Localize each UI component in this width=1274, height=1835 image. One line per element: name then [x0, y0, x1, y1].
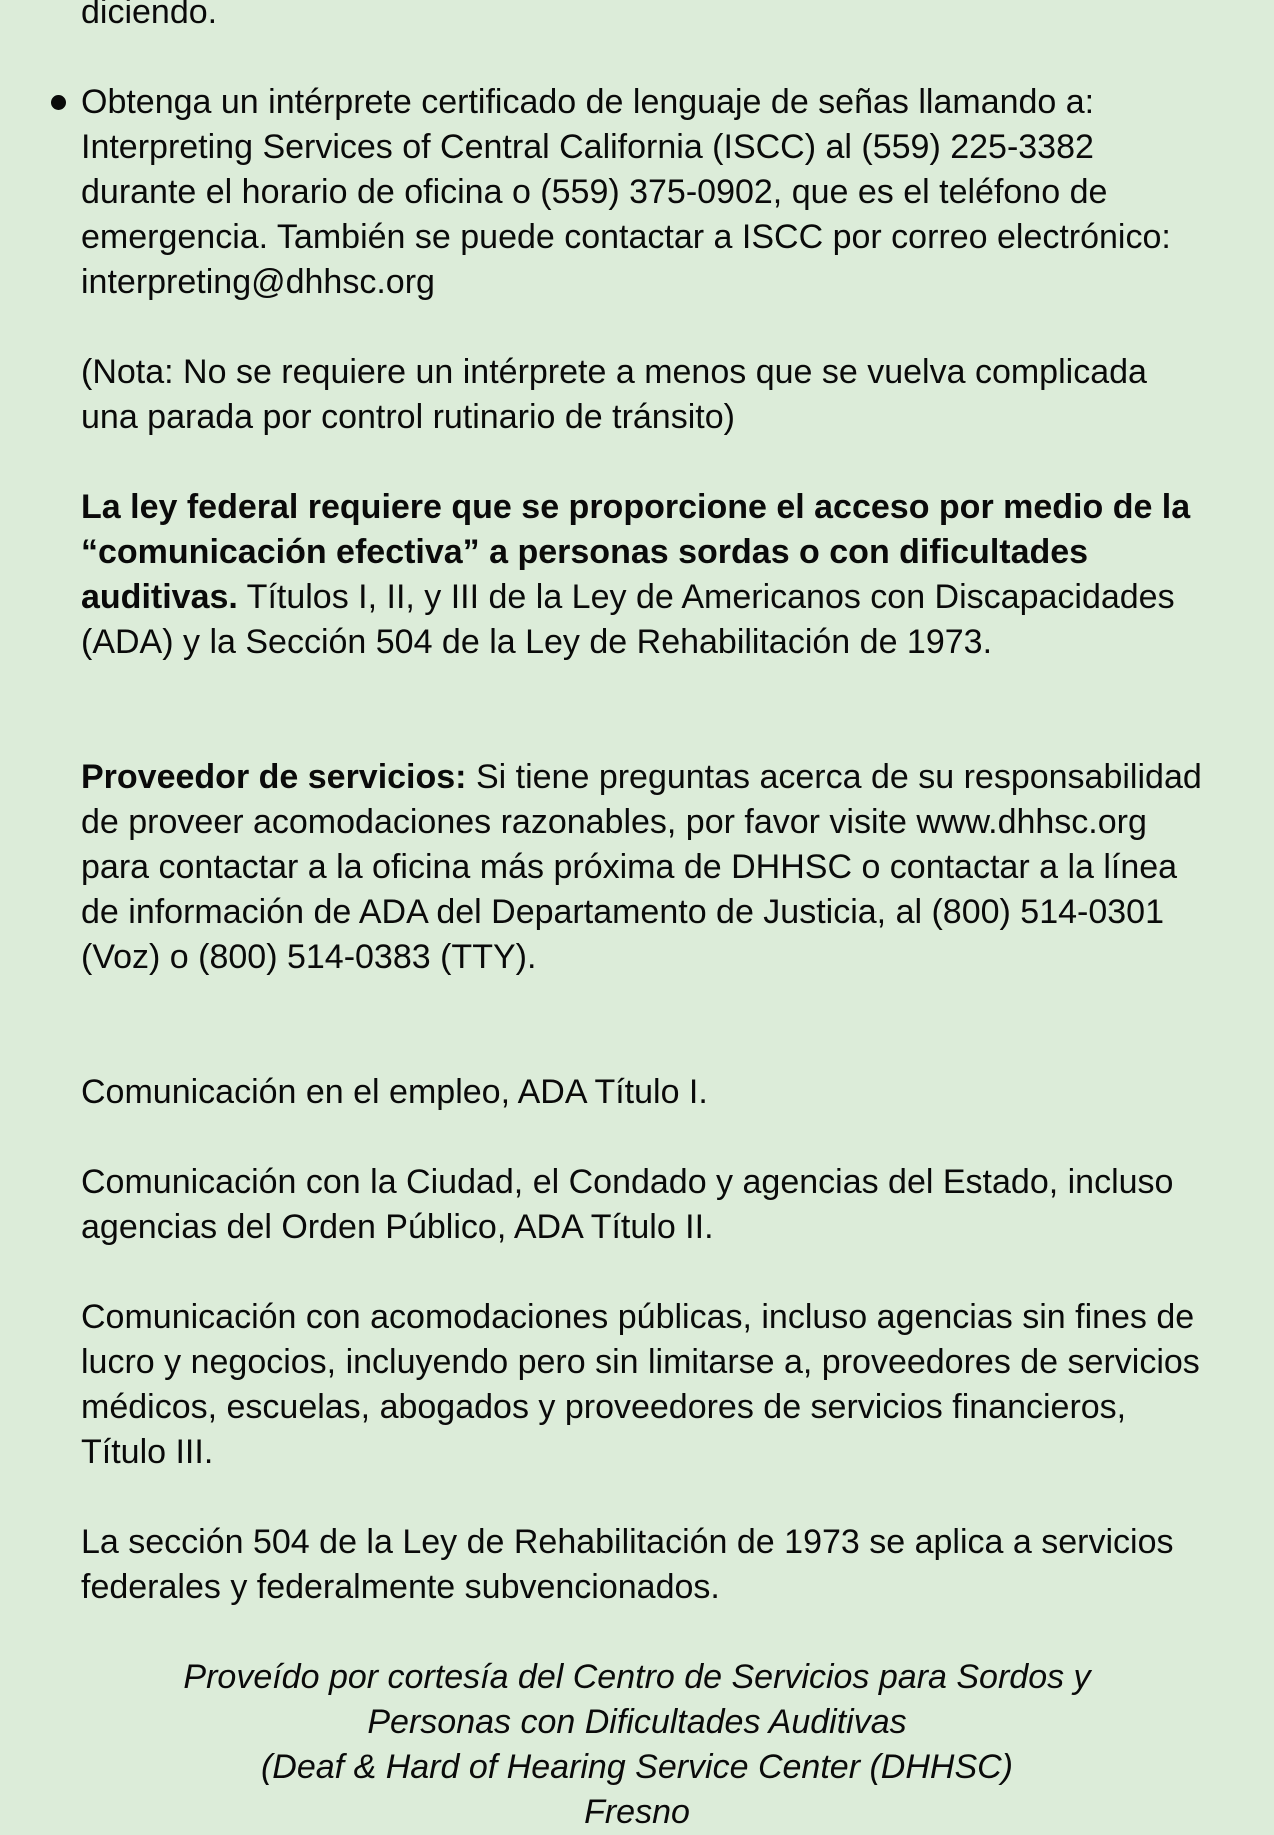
- section-504-paragraph: La sección 504 de la Ley de Rehabilitación de 1973 se aplica a servicios federales y federalmente subvencionados.: [81, 1523, 1174, 1606]
- service-provider-paragraph: [81, 755, 1211, 980]
- federal-law-heading: La ley federal requiere que se proporcione el acceso por medio de la “comunicación efectiva” a personas sordas o con dificultades auditivas.: [81, 488, 1191, 616]
- ada-title-two-paragraph: Comunicación con la Ciudad, el Condado y agencias del Estado, incluso agencias del Orden Público, ADA Título II.: [81, 1163, 1174, 1246]
- nota-paragraph: (Nota: No se requiere un intérprete a menos que se vuelva complicada una parada por control rutinario de tránsito): [81, 353, 1147, 436]
- footer-line: Proveído por cortesía del Centro de Servicios para Sordos y: [183, 1658, 1091, 1696]
- footer-line: (Deaf & Hard of Hearing Service Center (DHHSC): [260, 1748, 1014, 1786]
- service-provider-heading: Proveedor de servicios:: [81, 758, 467, 796]
- footer-line: Fresno: [584, 1793, 690, 1831]
- courtesy-footer: [81, 1655, 1193, 1835]
- interpreter-bullet-paragraph: Obtenga un intérprete certificado de lenguaje de señas llamando a: Interpreting Services of Central California (ISCC) al (559) 225-3382 durante el horario de oficina o (559) 375-0902, que es el teléfono de emergencia. También se puede contactar a ISCC por correo electrónico: interpreting@dhhsc.org: [81, 83, 1171, 301]
- ada-title-one-paragraph: Comunicación en el empleo, ADA Título I.: [81, 1073, 708, 1111]
- federal-law-text: Títulos I, II, y III de la Ley de Americanos con Discapacidades (ADA) y la Sección 504 de la Ley de Rehabilitación de 1973.: [81, 578, 1175, 661]
- federal-law-paragraph: [81, 485, 1211, 665]
- top-fragment-text: diciendo.: [81, 0, 218, 31]
- footer-line: Personas con Dificultades Auditivas: [367, 1703, 907, 1741]
- service-provider-text: Si tiene preguntas acerca de su responsabilidad de proveer acomodaciones razonables, por favor visite www.dhhsc.org para contactar a la oficina más próxima de DHHSC o contactar a la línea de información de ADA del Departamento de Justicia, al (800) 514-0301 (Voz) o (800) 514-0383 (TTY).: [81, 758, 1202, 976]
- bullet-dot-icon: [51, 95, 66, 110]
- ada-title-three-paragraph: Comunicación con acomodaciones públicas, incluso agencias sin fines de lucro y negocios, incluyendo pero sin limitarse a, proveedores de servicios médicos, escuelas, abogados y proveedores de servicios financieros, Título III.: [81, 1298, 1200, 1471]
